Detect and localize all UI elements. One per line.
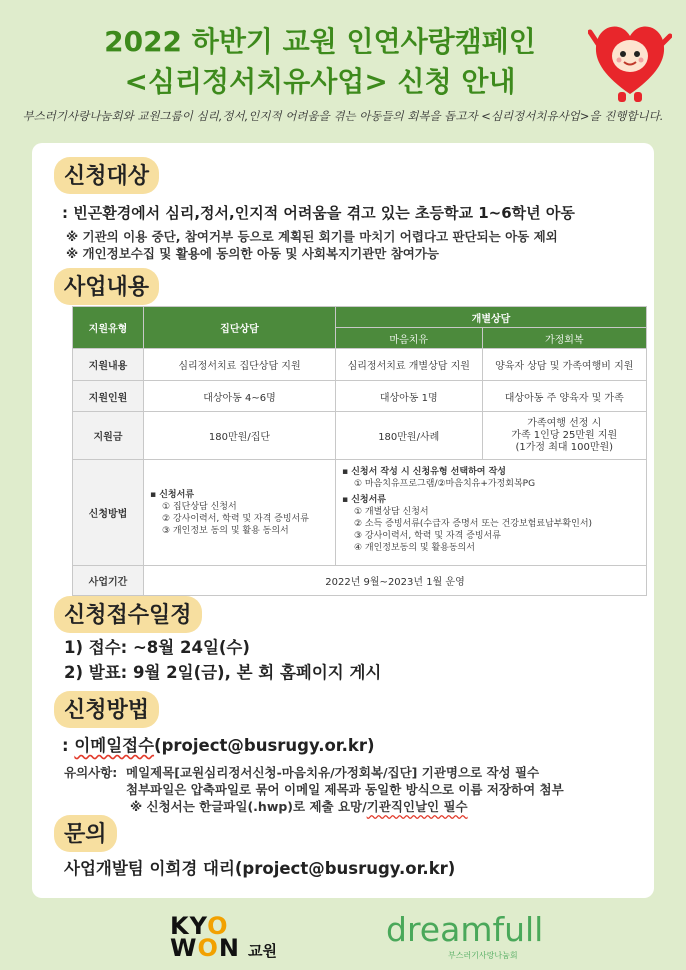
- business-table: [72, 306, 647, 596]
- page-title-line2: <심리정서치유사업> 신청 안내: [124, 65, 516, 98]
- th-indiv: 개별상담: [335, 307, 646, 328]
- schedule-line1: 1) 접수: ~8월 24일(수): [64, 638, 250, 657]
- cell-people-family: 대상아동 주 양육자 및 가족: [482, 381, 646, 412]
- cell-period: 2022년 9월~2023년 1월 운영: [144, 566, 647, 596]
- method-group-item: ② 강사이력서, 학력 및 자격 증빙서류: [162, 513, 309, 524]
- method-email-prefix: :: [62, 736, 75, 755]
- method-note2: 첨부파일은 압축파일로 묶어 이메일 제목과 동일한 방식으로 이름 저장하여 첨부: [126, 782, 564, 797]
- th-family: 가정회복: [482, 328, 646, 349]
- kyowon-logo: [170, 912, 240, 962]
- heart-mascot-icon: [588, 14, 672, 104]
- method-email-label: 이메일접수: [74, 736, 155, 755]
- cell-fund-family: [482, 412, 646, 460]
- method-email-address[interactable]: (project@busrugy.or.kr): [154, 736, 375, 755]
- kyowon-logo-o1: O: [207, 912, 229, 940]
- heading-contact: 문의: [54, 815, 117, 852]
- method-note3-a: ※ 신청서는 한글파일(.hwp)로 제출 요망/: [130, 799, 367, 814]
- dreamfull-logo: dreamfull: [386, 910, 544, 949]
- cell-method-indiv: [335, 460, 646, 566]
- fund-family-line1: 가족여행 선정 시: [527, 417, 602, 429]
- kyowon-logo-w: W: [170, 934, 198, 962]
- heading-target: 신청대상: [54, 157, 159, 194]
- method-email-line: [62, 732, 375, 756]
- method-indiv-item: ① 개별상담 신청서: [353, 507, 429, 517]
- heading-method: 신청방법: [54, 691, 159, 728]
- method-note1: 메일제목[교원심리정서신청-마음치유/가정회복/집단] 기관명으로 작성 필수: [126, 765, 540, 780]
- kyowon-logo-ky: KY: [170, 912, 208, 940]
- target-note1: ※ 기관의 이용 중단, 참여거부 등으로 계획된 회기를 마치기 어렵다고 판단되는 아동 제외: [66, 229, 558, 244]
- page-title-line1: 2022 하반기 교원 인연사랑캠페인: [104, 25, 536, 58]
- method-indiv-title1: ▪ 신청서 작성 시 신청유형 선택하여 작성: [341, 467, 506, 477]
- kyowon-logo-o2: O: [197, 934, 219, 962]
- row-label-method: 신청방법: [73, 460, 144, 566]
- contact-text: 사업개발팀 이희경 대리(project@busrugy.or.kr): [64, 859, 456, 878]
- method-indiv-item: ③ 강사이력서, 학력 및 자격 증빙서류: [353, 531, 501, 541]
- row-label-fund: 지원금: [73, 412, 144, 460]
- method-indiv-item: ② 소득 증빙서류(수급자 증명서 또는 건강보험료납부확인서): [353, 519, 593, 529]
- kyowon-logo-korean: 교원: [248, 942, 277, 960]
- method-indiv-sub1: ① 마음치유프로그램/②마음치유+가정회복PG: [353, 479, 536, 489]
- th-type: 지원유형: [73, 307, 144, 349]
- cell-method-group: [144, 460, 336, 566]
- row-label-people: 지원인원: [73, 381, 144, 412]
- cell-content-group: 심리정서치료 집단상담 지원: [144, 349, 336, 381]
- cell-content-mind: 심리정서치료 개별상담 지원: [335, 349, 482, 381]
- page-subtitle: 부스러기사랑나눔회와 교원그룹이 심리,정서,인지적 어려움을 겪는 아동들의 회복을 돕고자 <심리정서치유사업>을 진행합니다.: [22, 109, 664, 123]
- fund-family-line3: (1가정 최대 100만원): [515, 441, 614, 453]
- dreamfull-logo-sub: 부스러기사랑나눔회: [448, 951, 518, 960]
- th-mind: 마음치유: [335, 328, 482, 349]
- heading-schedule: 신청접수일정: [54, 596, 202, 633]
- cell-content-family: 양육자 상담 및 가족여행비 지원: [482, 349, 646, 381]
- cell-people-mind: 대상아동 1명: [335, 381, 482, 412]
- fund-family-line2: 가족 1인당 25만원 지원: [511, 429, 618, 441]
- method-group-item: ③ 개인정보 동의 및 활용 동의서: [162, 525, 289, 536]
- method-note-label: 유의사항:: [64, 765, 118, 780]
- method-note3: [130, 797, 468, 815]
- method-group-title: ▪ 신청서류: [150, 489, 195, 500]
- target-main: : 빈곤환경에서 심리,정서,인지적 어려움을 겪고 있는 초등학교 1~6학년 아동: [62, 204, 575, 222]
- cell-people-group: 대상아동 4~6명: [144, 381, 336, 412]
- target-note2: ※ 개인정보수집 및 활용에 동의한 아동 및 사회복지기관만 참여가능: [66, 246, 439, 261]
- row-label-period: 사업기간: [73, 566, 144, 596]
- method-indiv-title2: ▪ 신청서류: [341, 495, 386, 505]
- kyowon-logo-n: N: [218, 934, 240, 962]
- row-label-content: 지원내용: [73, 349, 144, 381]
- schedule-line2: 2) 발표: 9월 2일(금), 본 회 홈페이지 게시: [64, 663, 382, 682]
- method-group-item: ① 집단상담 신청서: [162, 501, 237, 512]
- th-group: 집단상담: [144, 307, 336, 349]
- method-note3-b: 기관직인날인 필수: [366, 799, 468, 814]
- heading-business: 사업내용: [54, 268, 159, 305]
- cell-fund-group: 180만원/집단: [144, 412, 336, 460]
- cell-fund-mind: 180만원/사례: [335, 412, 482, 460]
- method-indiv-item: ④ 개인정보동의 및 활용동의서: [353, 543, 475, 553]
